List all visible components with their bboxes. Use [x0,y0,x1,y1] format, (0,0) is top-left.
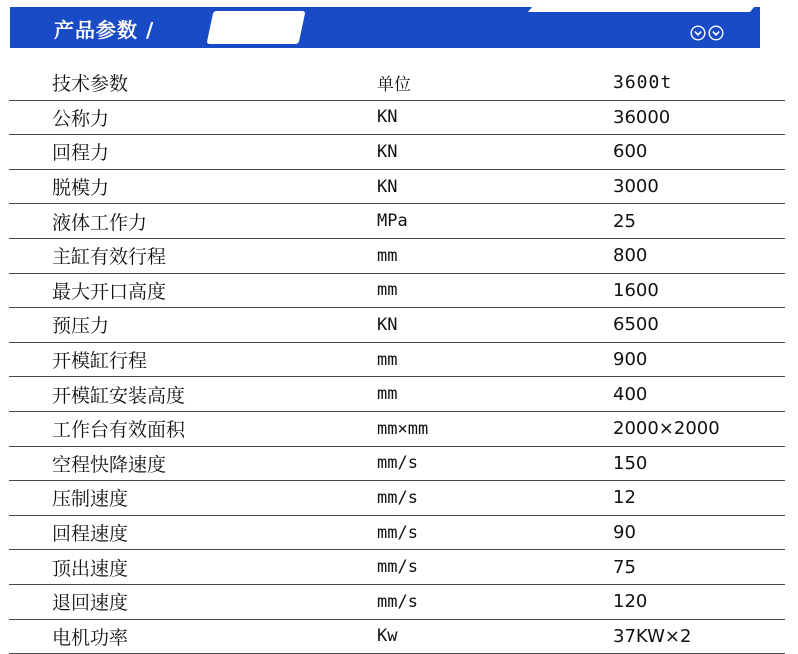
column-header-unit: 单位 [377,66,613,100]
cell-unit: KN [377,135,613,170]
table-row [9,308,785,343]
cell-value: 600 [613,135,785,170]
cell-value: 150 [613,446,785,481]
table-row [9,515,785,550]
table-row [9,550,785,585]
cell-value: 25 [613,204,785,239]
table-row [9,100,785,135]
cell-param: 脱模力 [9,169,377,204]
cell-unit: KN [377,169,613,204]
cell-unit: mm [377,342,613,377]
cell-value: 900 [613,342,785,377]
cell-unit: mm/s [377,481,613,516]
cell-param: 预压力 [9,308,377,343]
cell-unit: KN [377,100,613,135]
cell-unit: mm×mm [377,411,613,446]
cell-param: 液体工作力 [9,204,377,239]
cell-unit: mm/s [377,515,613,550]
cell-param: 主缸有效行程 [9,238,377,273]
cell-unit: mm/s [377,446,613,481]
cell-value: 400 [613,377,785,412]
cell-param: 顶出速度 [9,550,377,585]
cell-param: 工作台有效面积 [9,411,377,446]
banner-corner-notch [528,0,760,12]
spec-table [9,66,785,654]
cell-param: 电机功率 [9,619,377,654]
cell-param: 回程速度 [9,515,377,550]
cell-unit: KN [377,308,613,343]
table-row [9,619,785,654]
cell-param: 回程力 [9,135,377,170]
table-row [9,238,785,273]
cell-param: 开模缸安装高度 [9,377,377,412]
table-row [9,169,785,204]
cell-param: 开模缸行程 [9,342,377,377]
column-header-param: 技术参数 [9,66,377,100]
cell-unit: mm [377,377,613,412]
cell-value: 36000 [613,100,785,135]
cell-value: 120 [613,584,785,619]
table-row [9,446,785,481]
cell-param: 最大开口高度 [9,273,377,308]
cell-value: 90 [613,515,785,550]
cell-value: 2000×2000 [613,411,785,446]
table-row [9,135,785,170]
table-row [9,273,785,308]
banner-decorative-cutout [206,11,305,44]
section-header-banner [10,7,760,48]
cell-param: 退回速度 [9,584,377,619]
cell-param: 公称力 [9,100,377,135]
table-row [9,411,785,446]
table-header-row [9,66,785,100]
cell-param: 压制速度 [9,481,377,516]
cell-value: 75 [613,550,785,585]
cell-value: 800 [613,238,785,273]
column-header-value: 3600t [613,66,785,100]
cell-unit: mm [377,273,613,308]
cell-value: 6500 [613,308,785,343]
cell-value: 12 [613,481,785,516]
cell-unit: MPa [377,204,613,239]
cell-unit: mm [377,238,613,273]
table-row [9,377,785,412]
table-row [9,204,785,239]
cell-value: 37KW×2 [613,619,785,654]
cell-unit: Kw [377,619,613,654]
cell-unit: mm/s [377,584,613,619]
banner-icon-group [690,25,724,41]
chevron-down-circle-icon[interactable] [708,25,724,41]
cell-param: 空程快降速度 [9,446,377,481]
table-row [9,584,785,619]
table-row [9,342,785,377]
table-row [9,481,785,516]
chevron-down-circle-icon[interactable] [690,25,706,41]
cell-value: 3000 [613,169,785,204]
section-title: 产品参数 / [54,18,155,42]
cell-value: 1600 [613,273,785,308]
cell-unit: mm/s [377,550,613,585]
